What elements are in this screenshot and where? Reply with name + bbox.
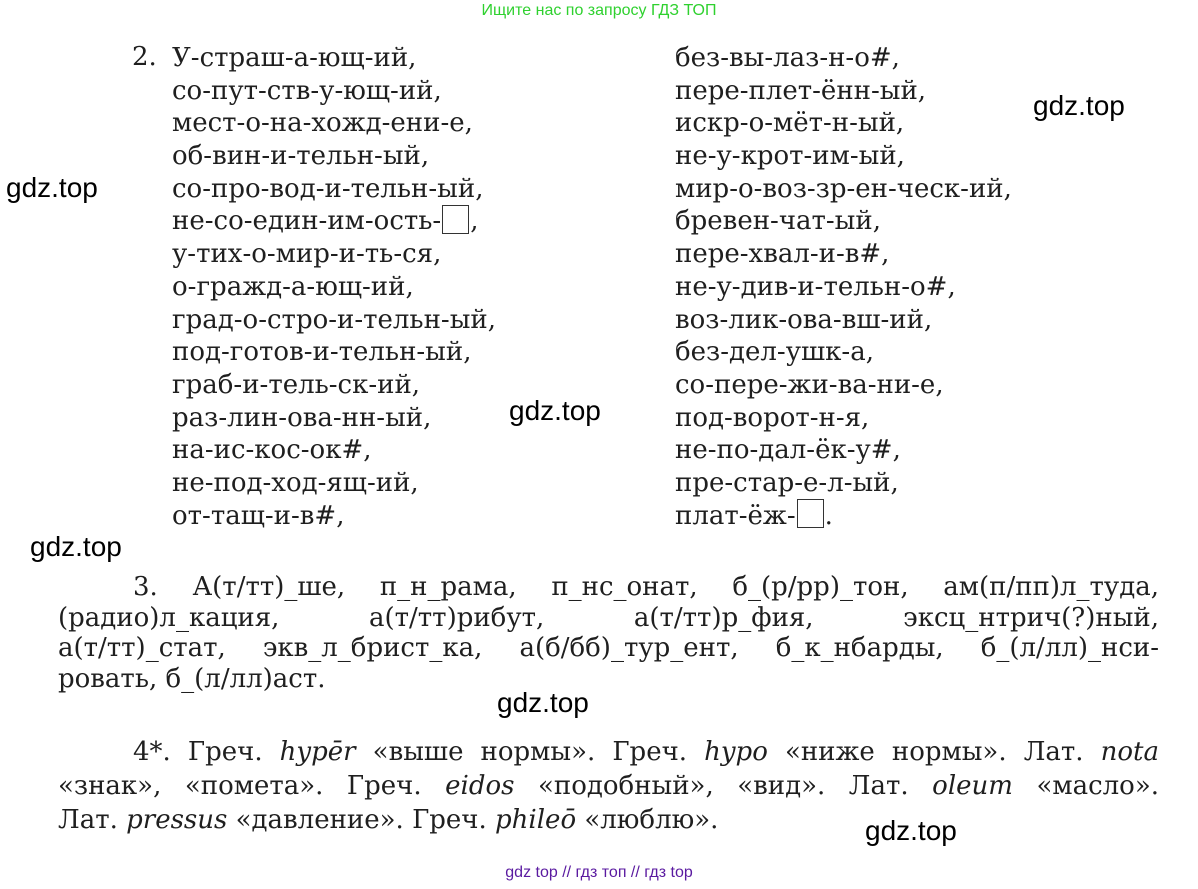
word-breakdown-text: на-ис-кос-ок#, (172, 435, 372, 466)
task-2-right-column (675, 42, 1012, 532)
punctuation: . (824, 500, 833, 531)
word-breakdown-text: под-ворот-н-я, (675, 402, 870, 433)
watermark: gdz.top (1033, 90, 1125, 121)
word-breakdown-item (172, 205, 496, 238)
task-3-line: 3. А(т/тт)_ше, п_н_рама, п_нс_онат, б_(р/рр)_тон, ам(п/пп)л_туда, (133, 572, 1159, 602)
word-breakdown-text: не-у-див-и-тельн-о#, (675, 271, 956, 302)
punctuation: , (470, 206, 479, 237)
word-breakdown-text: пере-плет-ённ-ый, (675, 75, 927, 106)
word-breakdown-item (675, 205, 1012, 238)
word-breakdown-text: пре-стар-е-л-ый, (675, 467, 899, 498)
task-4-line: «знак», «помета». Греч. eidos «подобный», «вид». Лат. oleum «масло». (58, 771, 1159, 801)
word-breakdown-text: пере-хвал-и-в#, (675, 239, 890, 270)
word-breakdown-item (675, 304, 1012, 337)
word-breakdown-text: от-тащ-и-в#, (172, 500, 345, 531)
word-breakdown-item (675, 500, 1012, 533)
task-3-paragraph (58, 572, 1159, 694)
word-breakdown-text: мир-о-воз-зр-ен-ческ-ий, (675, 173, 1012, 204)
word-breakdown-item (172, 500, 496, 533)
task-2-left-column (172, 42, 496, 532)
word-breakdown-text: со-про-вод-и-тельн-ый, (172, 173, 484, 204)
word-breakdown-text: со-пере-жи-ва-ни-е, (675, 369, 944, 400)
task-4-line: Лат. pressus «давление». Греч. phileō «люблю». (58, 805, 719, 835)
word-breakdown-item (172, 336, 496, 369)
word-breakdown-item (675, 402, 1012, 435)
word-breakdown-item (172, 271, 496, 304)
word-breakdown-item (172, 434, 496, 467)
word-breakdown-text: граб-и-тель-ск-ий, (172, 369, 421, 400)
watermark: gdz.top (865, 815, 957, 846)
word-breakdown-text: У-страш-а-ющ-ий, (172, 43, 417, 73)
word-breakdown-item (172, 402, 496, 435)
watermark: gdz.top (509, 395, 601, 426)
word-breakdown-text: у-тих-о-мир-и-ть-ся, (172, 239, 442, 270)
word-breakdown-item (675, 107, 1012, 140)
word-breakdown-text: не-со-един-им-ость- (172, 206, 442, 237)
word-breakdown-text: мест-о-на-хожд-ени-е, (172, 108, 473, 139)
word-breakdown-item (675, 434, 1012, 467)
word-breakdown-text: без-дел-ушк-а, (675, 337, 874, 368)
word-breakdown-item (172, 107, 496, 140)
word-breakdown-item (172, 304, 496, 337)
word-breakdown-item (675, 238, 1012, 271)
task-3-line: ровать, б_(л/лл)аст. (58, 663, 326, 694)
word-breakdown-text: воз-лик-ова-вш-ий, (675, 304, 933, 335)
task-3-line: а(т/тт)_стат, экв_л_брист_ка, а(б/бб)_тур_ент, б_к_нбарды, б_(л/лл)_нси- (58, 633, 1159, 663)
word-breakdown-item (172, 75, 496, 108)
word-breakdown-text: град-о-стро-и-тельн-ый, (172, 304, 496, 335)
word-breakdown-text: со-пут-ств-у-ющ-ий, (172, 75, 442, 106)
word-breakdown-item (675, 336, 1012, 369)
word-breakdown-item (675, 173, 1012, 206)
footer-links: gdz top // гдз топ // гдз top (505, 864, 693, 881)
word-breakdown-text: под-готов-и-тельн-ый, (172, 337, 472, 368)
word-breakdown-item (172, 173, 496, 206)
task-2-number: 2. (132, 42, 157, 72)
word-breakdown-item (675, 467, 1012, 500)
word-breakdown-item (172, 42, 496, 75)
word-breakdown-item (675, 75, 1012, 108)
word-breakdown-text: не-у-крот-им-ый, (675, 141, 905, 172)
word-breakdown-item (675, 271, 1012, 304)
word-breakdown-item (675, 42, 1012, 75)
task-3-line: (радио)л_кация, а(т/тт)рибут, а(т/тт)р_фия, эксц_нтрич(?)ный, (58, 602, 1159, 633)
word-breakdown-text: об-вин-и-тельн-ый, (172, 141, 430, 172)
word-breakdown-item (172, 140, 496, 173)
word-breakdown-item (675, 140, 1012, 173)
word-breakdown-text: плат-ёж- (675, 500, 796, 531)
task-4-line: 4*. Греч. hypēr «выше нормы». Греч. hypo «ниже нормы». Лат. nota (133, 737, 1159, 767)
word-breakdown-item (675, 369, 1012, 402)
task-4-paragraph (58, 735, 1159, 837)
word-breakdown-text: бревен-чат-ый, (675, 206, 881, 237)
word-breakdown-item (172, 238, 496, 271)
watermark: gdz.top (30, 531, 122, 562)
word-breakdown-text: искр-о-мёт-н-ый, (675, 108, 905, 139)
word-breakdown-text: о-гражд-а-ющ-ий, (172, 271, 414, 302)
word-breakdown-text: не-по-дал-ёк-у#, (675, 435, 901, 466)
word-breakdown-text: раз-лин-ова-нн-ый, (172, 402, 432, 433)
word-breakdown-item (172, 369, 496, 402)
zero-ending-box (797, 499, 824, 528)
watermark: gdz.top (497, 687, 589, 718)
word-breakdown-item (172, 467, 496, 500)
watermark: gdz.top (6, 172, 98, 203)
word-breakdown-text: без-вы-лаз-н-о#, (675, 43, 900, 73)
zero-ending-box (442, 205, 469, 234)
word-breakdown-text: не-под-ход-ящ-ий, (172, 467, 419, 498)
search-banner: Ищите нас по запросу ГДЗ ТОП (481, 2, 717, 19)
